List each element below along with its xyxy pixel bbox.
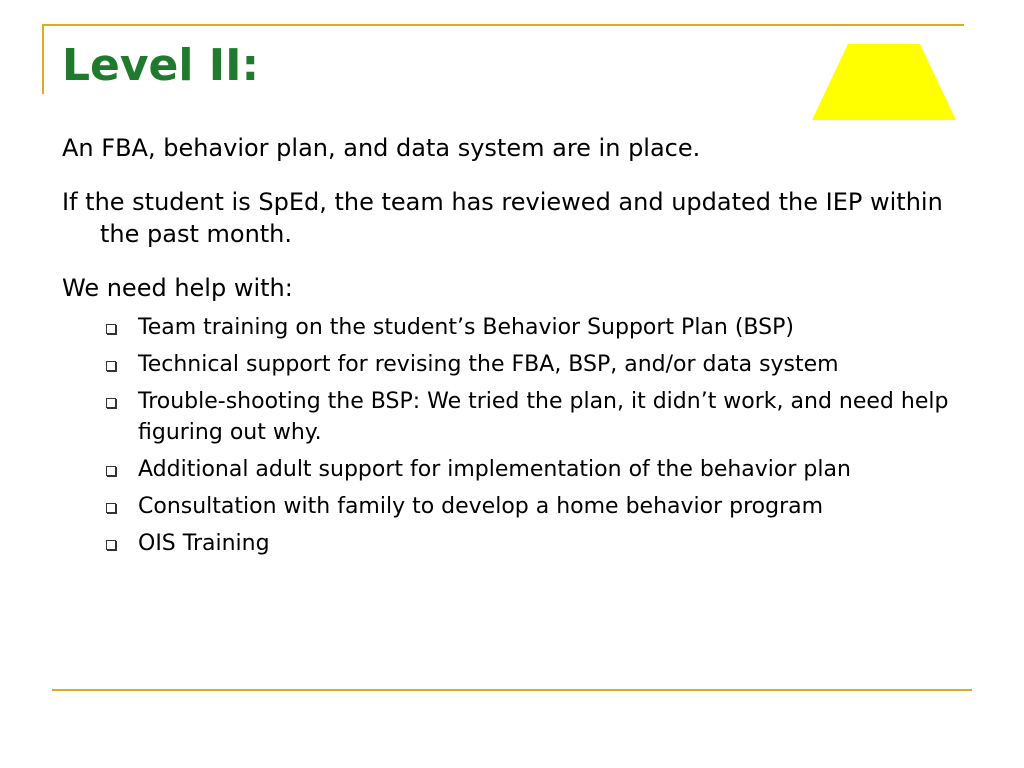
paragraph-sped: If the student is SpEd, the team has reviewed and updated the IEP within the past month. [62, 188, 943, 248]
square-bullet-icon [106, 466, 116, 476]
paragraph-help: We need help with: [62, 274, 293, 302]
slide-body [62, 132, 962, 565]
paragraph-fba: An FBA, behavior plan, and data system are in place. [62, 134, 701, 162]
help-list [62, 312, 962, 559]
slide-title: Level II: [62, 40, 260, 91]
list-item-text: Additional adult support for implementation of the behavior plan [138, 457, 851, 482]
list-item [100, 528, 962, 559]
square-bullet-icon [106, 503, 116, 513]
list-item-text: Consultation with family to develop a home behavior program [138, 494, 824, 519]
square-bullet-icon [106, 361, 116, 371]
list-item-text: Trouble-shooting the BSP: We tried the plan, it didn’t work, and need help figuring out why. [138, 389, 949, 445]
list-item [100, 454, 962, 485]
list-item [100, 312, 962, 343]
list-item-text: Technical support for revising the FBA, BSP, and/or data system [138, 352, 839, 377]
yellow-trapezoid-shape [812, 44, 956, 120]
square-bullet-icon [106, 324, 116, 334]
bottom-divider [52, 689, 972, 691]
list-item [100, 349, 962, 380]
list-item [100, 491, 962, 522]
list-item-text: OIS Training [138, 531, 270, 556]
left-divider [42, 24, 44, 94]
square-bullet-icon [106, 540, 116, 550]
square-bullet-icon [106, 398, 116, 408]
list-item-text: Team training on the student’s Behavior Support Plan (BSP) [138, 315, 794, 340]
list-item [100, 386, 962, 448]
top-divider [42, 24, 964, 26]
